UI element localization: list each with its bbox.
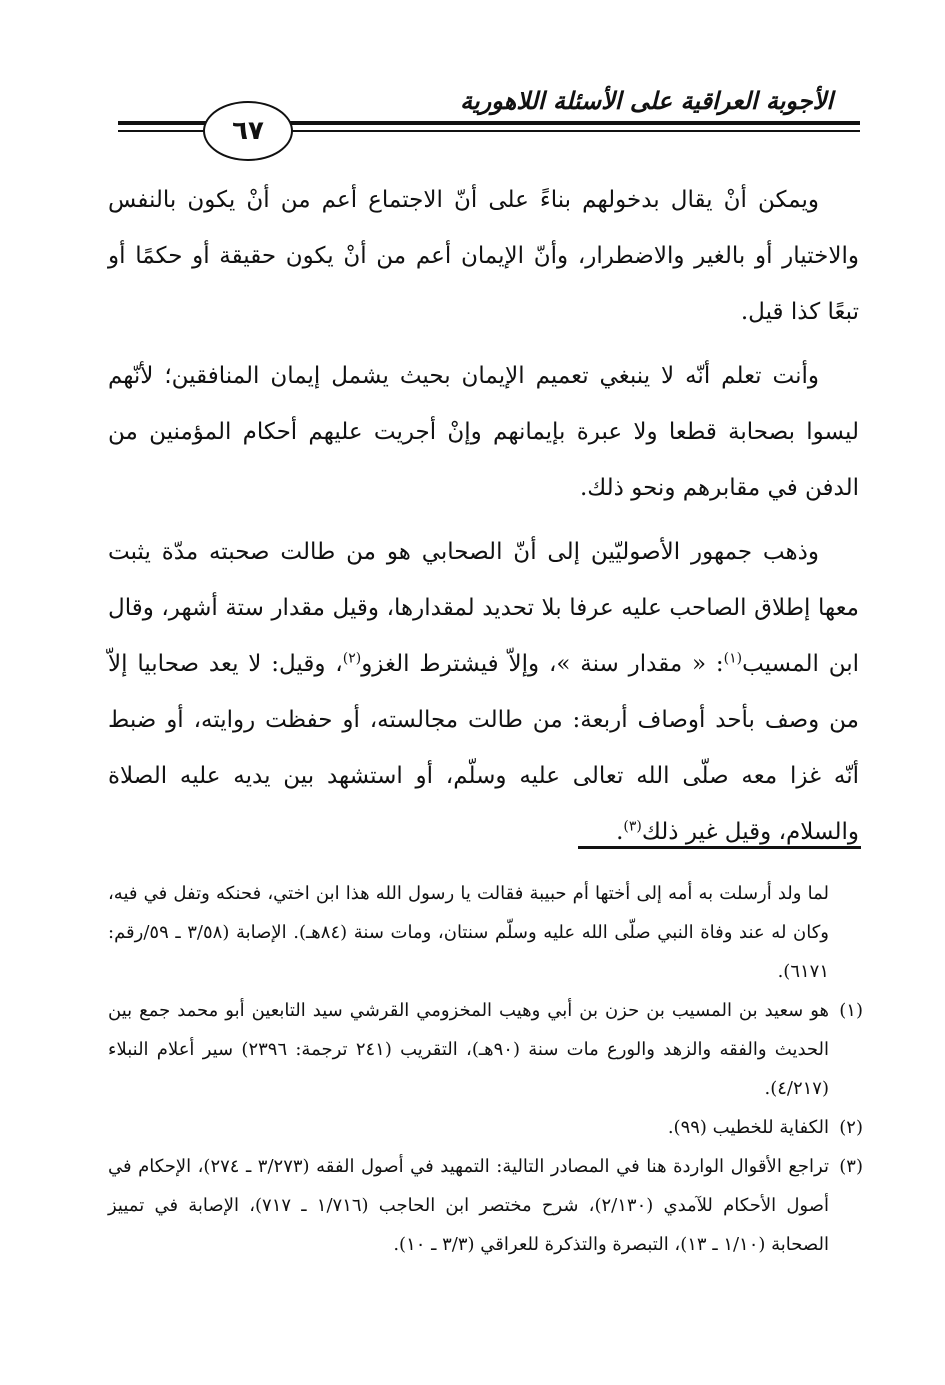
- footnote-ref-1[interactable]: (١): [723, 650, 743, 667]
- paragraph-3-text-c: ، وقيل: لا يعد صحابيا إلاّ من وصف بأحد أوصاف أربعة: من طالت مجالسته، أو حفظت روايته، أو ضبط أنّه غزا معه صلّى الله تعالى عليه وسلّم، أو استشهد بين يديه عليه الصلاة والسلام، وقيل غير ذلك: [108, 651, 859, 845]
- footnote-ref-3[interactable]: (٣): [623, 818, 642, 835]
- paragraph-3: [108, 524, 859, 860]
- footnote-ref-2[interactable]: (٢): [342, 650, 362, 667]
- page-number: [203, 101, 293, 161]
- footnote-continuation: لما ولد أرسلت به أمه إلى أختها أم حبيبة فقالت يا رسول الله هذا ابن اختي، فحنكه وتفل في فيه، وكان له عند وفاة النبي صلّى الله عليه وسلّم سنتان، ومات سنة (٨٤هـ). الإصابة (٣/٥٨ ـ ٥٩/رقم: ٦١٧١).: [108, 883, 829, 982]
- footnote-number: (٢): [839, 1117, 863, 1138]
- footnote-text: تراجع الأقوال الواردة هنا في المصادر التالية: التمهيد في أصول الفقه (٣/٢٧٣ ـ ٢٧٤)، الإحكام في أصول الأحكام للآمدي (٢/١٣٠)، شرح مختصر ابن الحاجب (١/٧١٦ ـ ٧١٧)، الإصابة في تمييز الصحابة (١/١٠ ـ ١٣)، التبصرة والتذكرة للعراقي (٣/٣ ـ ١٠).: [108, 1156, 830, 1255]
- footnote-text: هو سعيد بن المسيب بن حزن بن أبي وهيب المخزومي القرشي سيد التابعين أبو محمد جمع بين الحديث والفقه والزهد والورع مات سنة (٩٠هـ)، التقريب (٢٤١ ترجمة: ٢٣٩٦) سير أعلام النبلاء (٤/٢١٧).: [108, 1000, 830, 1099]
- running-title: الأجوبة العراقية على الأسئلة اللاهورية: [460, 86, 833, 115]
- paragraph-3-text-d: .: [616, 819, 624, 845]
- paragraph-3-text-a: وذهب جمهور الأصوليّين إلى أنّ الصحابي هو من طالت صحبته مدّة يثبت معها إطلاق الصاحب عليه عرفا بلا تحديد لمقدارها، وقيل مقدار ستة أشهر، وقال ابن المسيب: [108, 539, 859, 677]
- footnote-3: [108, 1147, 863, 1264]
- paragraph-2: وأنت تعلم أنّه لا ينبغي تعميم الإيمان بحيث يشمل إيمان المنافقين؛ لأنّهم ليسوا بصحابة قطعا ولا عبرة بإيمانهم وإنْ أجريت عليهم أحكام المؤمنين من الدفن في مقابرهم ونحو ذلك.: [108, 363, 859, 501]
- footnote-1: [108, 991, 863, 1108]
- footnote-text: الكفاية للخطيب (٩٩).: [667, 1117, 829, 1138]
- footnote-number: (٣): [839, 1156, 863, 1177]
- main-text: [108, 172, 859, 868]
- paragraph-1: ويمكن أنْ يقال بدخولهم بناءً على أنّ الاجتماع أعم من أنْ يكون بالنفس والاختيار أو بالغير والاضطرار، وأنّ الإيمان أعم من أنْ يكون حقيقة أو حكمًا أو تبعًا كذا قيل.: [108, 187, 859, 325]
- paragraph-3-text-b: : « مقدار سنة »، وإلاّ فيشترط الغزو: [361, 651, 724, 677]
- footnote-2: [108, 1108, 863, 1147]
- page-number-text: ٦٧: [232, 116, 264, 146]
- footnote-number: (١): [839, 1000, 863, 1021]
- footnote-separator: [578, 846, 861, 849]
- footnotes: [108, 874, 863, 1264]
